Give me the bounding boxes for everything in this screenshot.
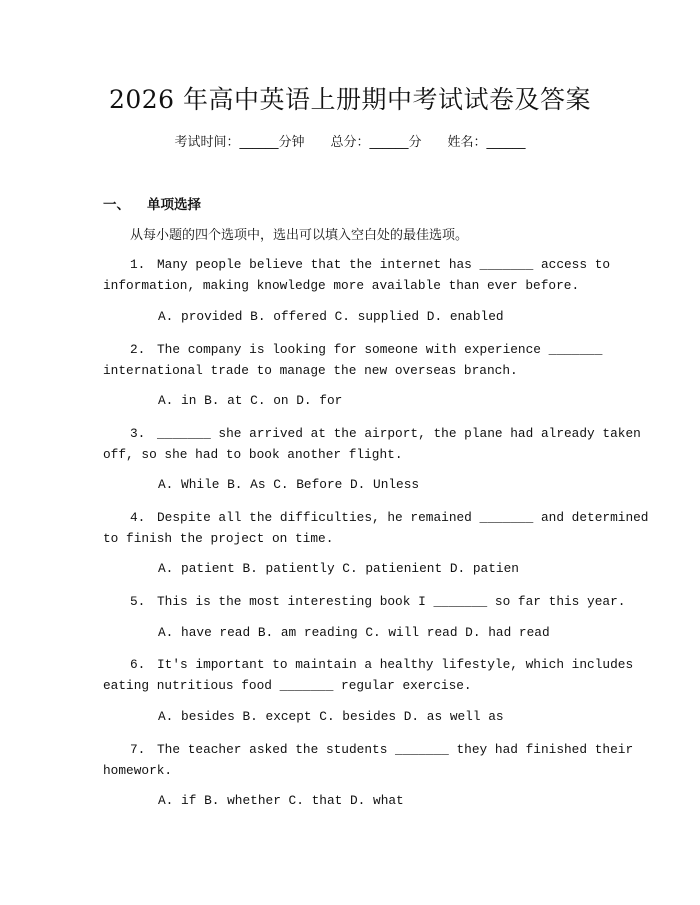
question-text-line2: eating nutritious food _______ regular exercise.	[103, 678, 472, 693]
question-text-line1: Many people believe that the internet has _______ access to	[157, 257, 611, 272]
question-number: 5.	[130, 594, 146, 609]
question-text-line1: _______ she arrived at the airport, the plane had already taken	[157, 426, 641, 441]
question-6	[103, 654, 634, 696]
question-text-line2: international trade to manage the new overseas branch.	[103, 363, 518, 378]
question-5-options: A. have read B. am reading C. will read D. had read	[158, 625, 550, 640]
question-2-options: A. in B. at C. on D. for	[158, 393, 343, 408]
question-2	[103, 339, 603, 381]
question-number: 3.	[130, 426, 146, 441]
exam-name: 姓名：______	[447, 135, 526, 150]
exam-meta	[0, 131, 700, 150]
question-number: 1.	[130, 257, 146, 272]
question-5	[103, 591, 626, 612]
question-text-line1: Despite all the difficulties, he remained _______ and determined	[157, 510, 649, 525]
question-4	[103, 507, 649, 549]
question-1-options: A. provided B. offered C. supplied D. enabled	[158, 309, 504, 324]
exam-score: 总分：______分	[330, 135, 422, 150]
question-text-line1: The company is looking for someone with experience _______	[157, 342, 603, 357]
question-3	[103, 423, 641, 465]
question-text-line1: This is the most interesting book I _______ so far this year.	[157, 594, 626, 609]
question-4-options: A. patient B. patiently C. patienient D. patien	[158, 561, 519, 576]
question-7-options: A. if B. whether C. that D. what	[158, 793, 404, 808]
question-1	[103, 254, 611, 296]
section-heading	[103, 193, 201, 213]
exam-time: 考试时间：______分钟	[174, 135, 305, 150]
question-number: 6.	[130, 657, 146, 672]
page-title: 2026 年高中英语上册期中考试试卷及答案	[108, 85, 592, 114]
section-title: 单项选择	[147, 197, 201, 213]
question-text-line2: off, so she had to book another flight.	[103, 447, 403, 462]
question-number: 7.	[130, 742, 146, 757]
question-text-line1: The teacher asked the students _______ they had finished their	[157, 742, 634, 757]
question-text-line2: homework.	[103, 763, 173, 778]
question-7	[103, 739, 634, 781]
question-3-options: A. While B. As C. Before D. Unless	[158, 477, 420, 492]
section-instruction: 从每小题的四个选项中，选出可以填入空白处的最佳选项。	[130, 228, 469, 243]
question-text-line2: information, making knowledge more available than ever before.	[103, 278, 580, 293]
question-number: 2.	[130, 342, 146, 357]
question-text-line2: to finish the project on time.	[103, 531, 334, 546]
question-6-options: A. besides B. except C. besides D. as well as	[158, 709, 504, 724]
question-number: 4.	[130, 510, 146, 525]
question-text-line1: It's important to maintain a healthy lifestyle, which includes	[157, 657, 634, 672]
section-number: 一、	[103, 197, 130, 213]
